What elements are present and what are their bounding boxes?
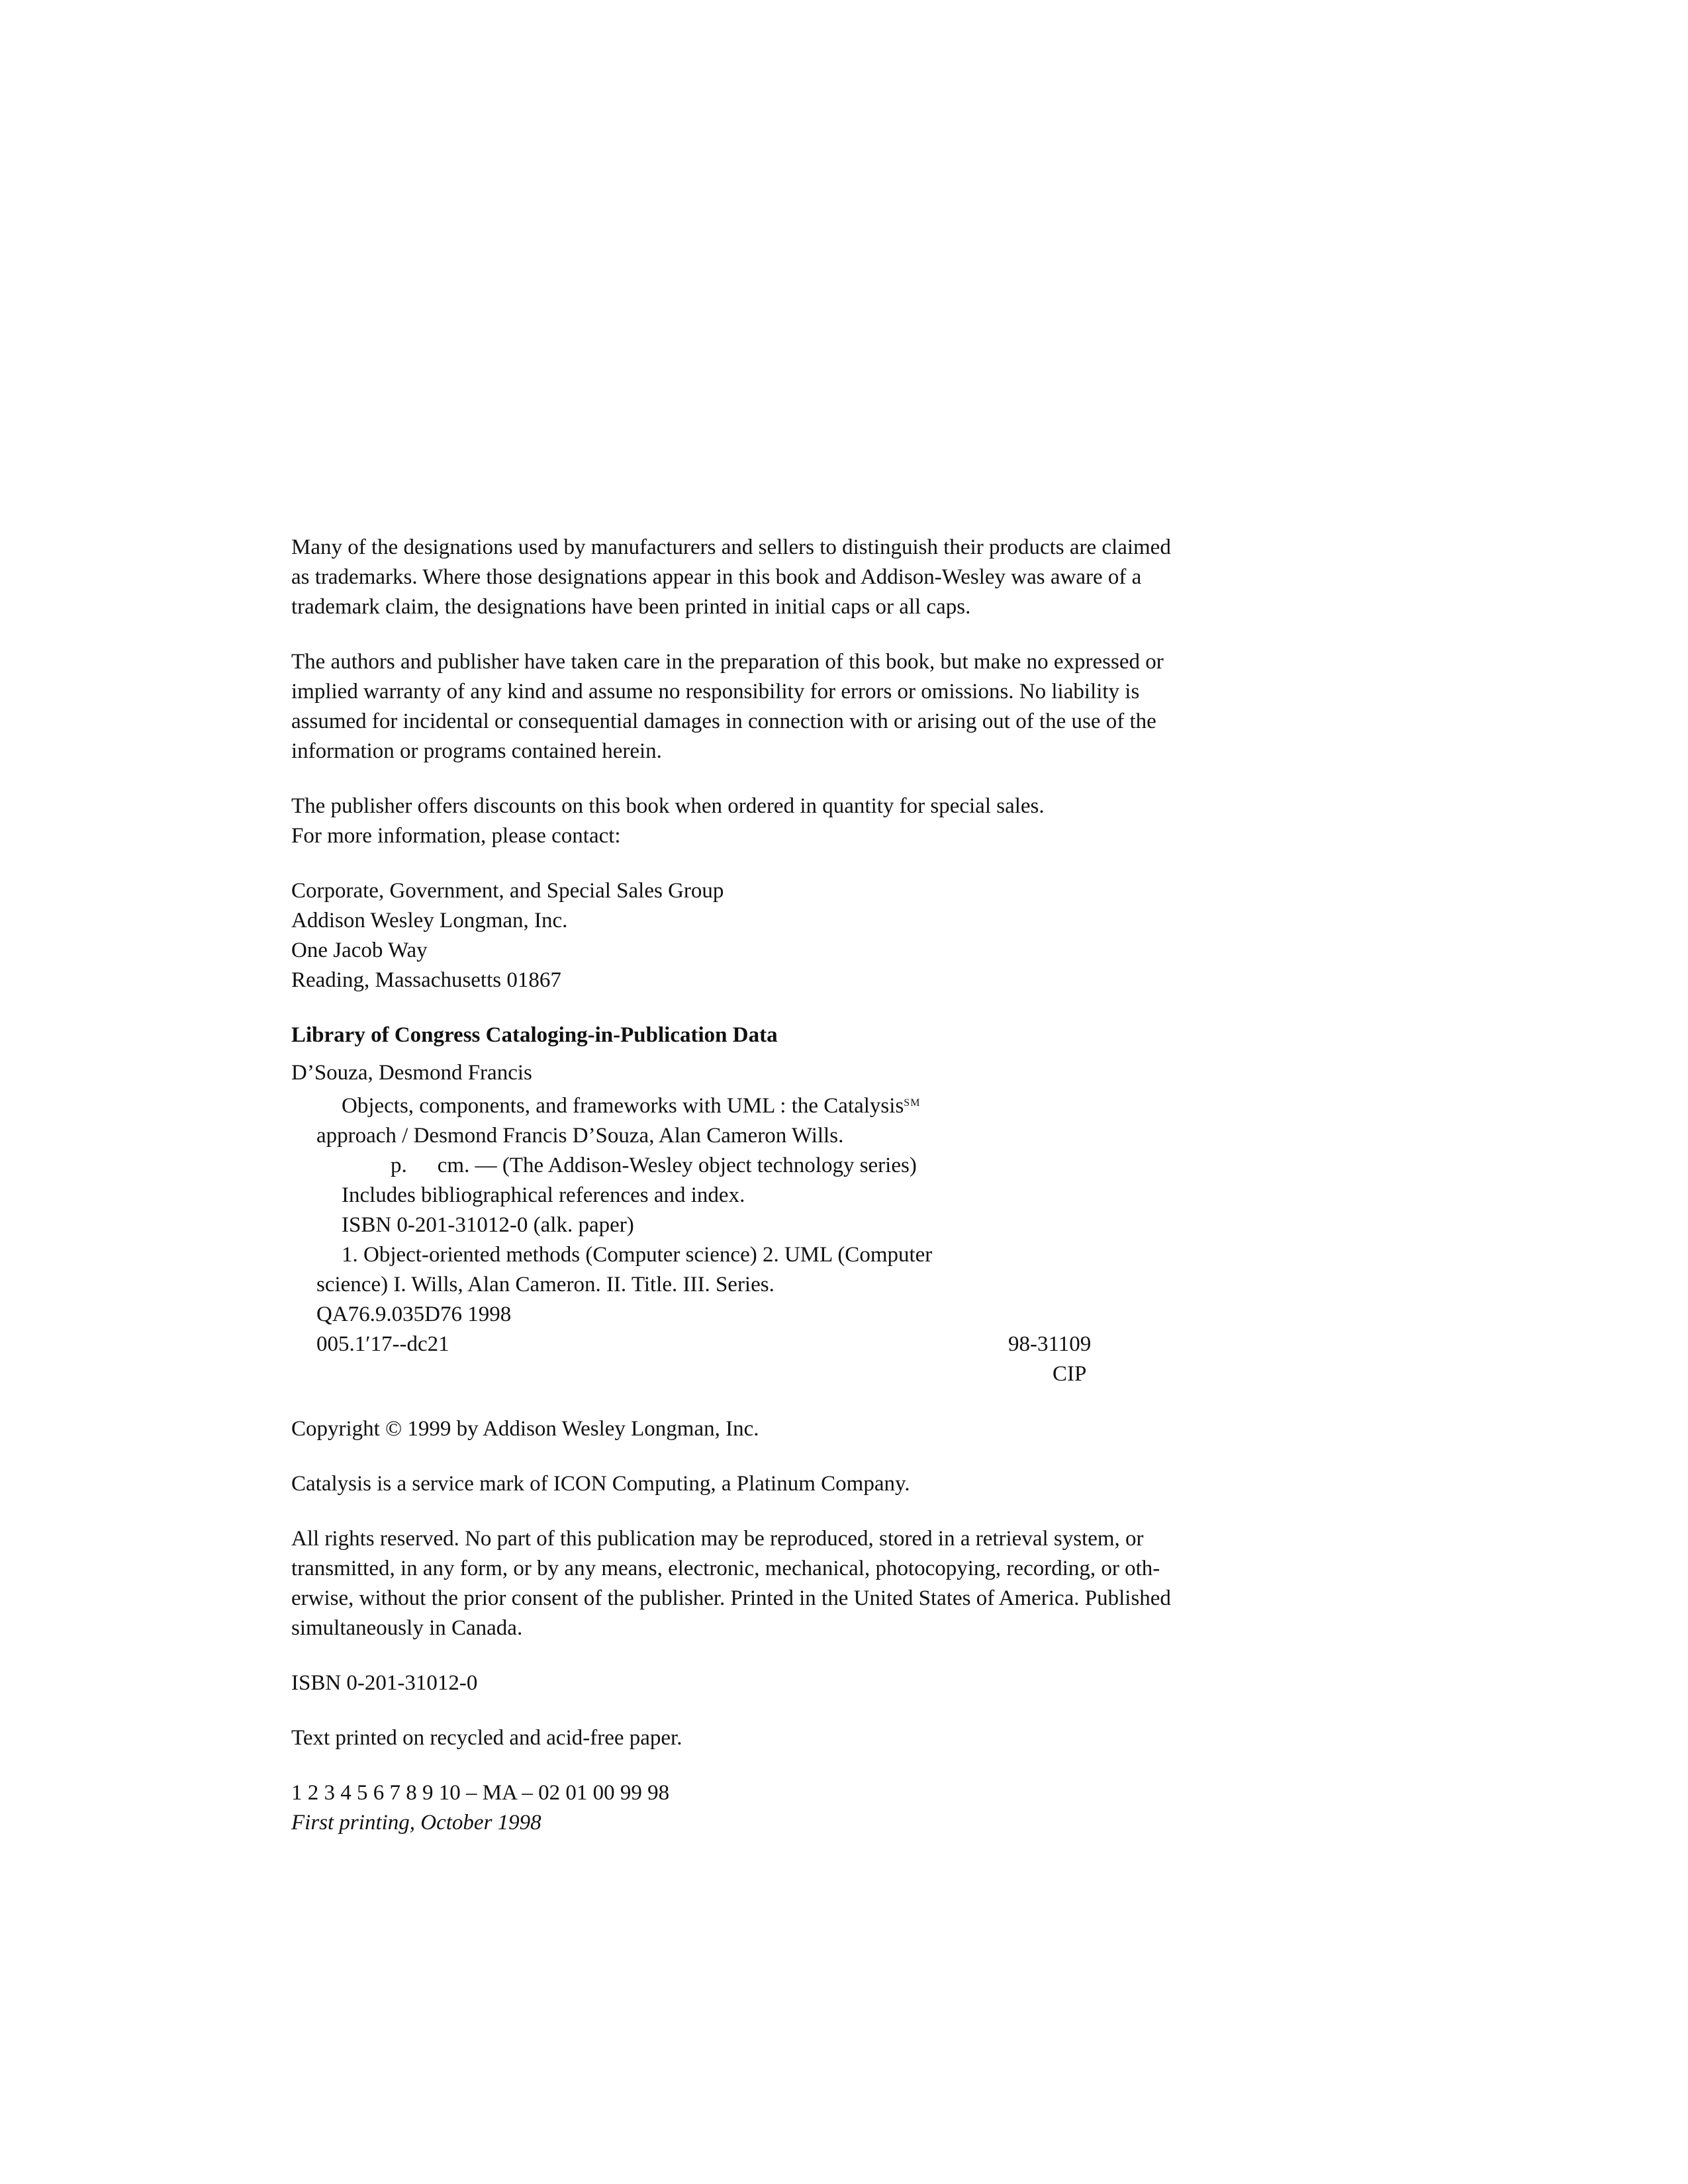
cip-lc-class: QA76.9.035D76 1998 xyxy=(316,1302,512,1326)
cip-label-line xyxy=(291,1359,1297,1389)
printing-info xyxy=(291,1778,1297,1838)
cip-subjects-line-2: science) I. Wills, Alan Cameron. II. Title. III. Series. xyxy=(316,1273,774,1297)
cip-physical-description xyxy=(291,1151,1297,1181)
cip-label: CIP xyxy=(1053,1362,1087,1386)
paper-notice: Text printed on recycled and acid-free paper. xyxy=(291,1726,682,1750)
text-line: as trademarks. Where those designations appear in this book and Addison-Wesley was aware of a xyxy=(291,565,1142,589)
cip-lccn: 98-31109 xyxy=(1008,1332,1092,1356)
cip-isbn: ISBN 0-201-31012-0 (alk. paper) xyxy=(342,1213,634,1237)
cip-title-text: Objects, components, and frameworks with UML : the Catalysis xyxy=(342,1094,904,1118)
service-mark: SM xyxy=(904,1097,921,1109)
cip-bibliography-note: Includes bibliographical references and index. xyxy=(342,1183,745,1207)
first-printing: First printing, October 1998 xyxy=(291,1811,541,1835)
cip-subjects-line-1: 1. Object-oriented methods (Computer science) 2. UML (Computer xyxy=(342,1243,933,1267)
trademark-notice xyxy=(291,533,1297,622)
text-line: implied warranty of any kind and assume no responsibility for errors or omissions. No liability is xyxy=(291,680,1140,704)
cip-title-line-2: approach / Desmond Francis D’Souza, Alan Cameron Wills. xyxy=(316,1124,844,1148)
cip-heading: Library of Congress Cataloging-in-Publication Data xyxy=(291,1023,778,1047)
text-line: trademark claim, the designations have been printed in initial caps or all caps. xyxy=(291,595,971,619)
text-line: simultaneously in Canada. xyxy=(291,1616,523,1640)
copyright-page xyxy=(291,533,1297,1863)
rights-notice xyxy=(291,1524,1297,1643)
text-line: Many of the designations used by manufacturers and sellers to distinguish their products are claimed xyxy=(291,535,1171,559)
cip-dewey-line xyxy=(291,1330,1297,1359)
address-line: One Jacob Way xyxy=(291,938,428,962)
contact-address xyxy=(291,876,1297,995)
text-line: All rights reserved. No part of this publication may be reproduced, stored in a retrieval system, or xyxy=(291,1527,1144,1551)
cip-series: cm. — (The Addison-Wesley object technology series) xyxy=(437,1154,917,1177)
cip-data-block xyxy=(291,1021,1297,1389)
address-line: Addison Wesley Longman, Inc. xyxy=(291,909,568,933)
text-line: The publisher offers discounts on this book when ordered in quantity for special sales. xyxy=(291,794,1045,818)
discount-notice xyxy=(291,792,1297,851)
cip-dewey: 005.1′17--dc21 xyxy=(316,1332,449,1356)
isbn-line: ISBN 0-201-31012-0 xyxy=(291,1671,478,1695)
cip-pages: p. xyxy=(391,1154,407,1177)
print-line: 1 2 3 4 5 6 7 8 9 10 – MA – 02 01 00 99 98 xyxy=(291,1781,670,1805)
cip-author: D’Souza, Desmond Francis xyxy=(291,1061,532,1085)
cip-title-line xyxy=(291,1088,1297,1121)
address-line: Corporate, Government, and Special Sales Group xyxy=(291,879,724,903)
text-line: erwise, without the prior consent of the publisher. Printed in the United States of America. Published xyxy=(291,1586,1171,1610)
text-line: For more information, please contact: xyxy=(291,824,621,848)
warranty-notice xyxy=(291,647,1297,766)
text-line: The authors and publisher have taken care in the preparation of this book, but make no expressed or xyxy=(291,650,1164,674)
text-line: assumed for incidental or consequential damages in connection with or arising out of the use of the xyxy=(291,709,1156,733)
text-line: information or programs contained herein. xyxy=(291,739,662,763)
text-line: transmitted, in any form, or by any means, electronic, mechanical, photocopying, recording, or oth- xyxy=(291,1557,1160,1580)
address-line: Reading, Massachusetts 01867 xyxy=(291,968,561,992)
service-mark-notice: Catalysis is a service mark of ICON Computing, a Platinum Company. xyxy=(291,1472,910,1496)
copyright-line: Copyright © 1999 by Addison Wesley Longman, Inc. xyxy=(291,1417,759,1441)
